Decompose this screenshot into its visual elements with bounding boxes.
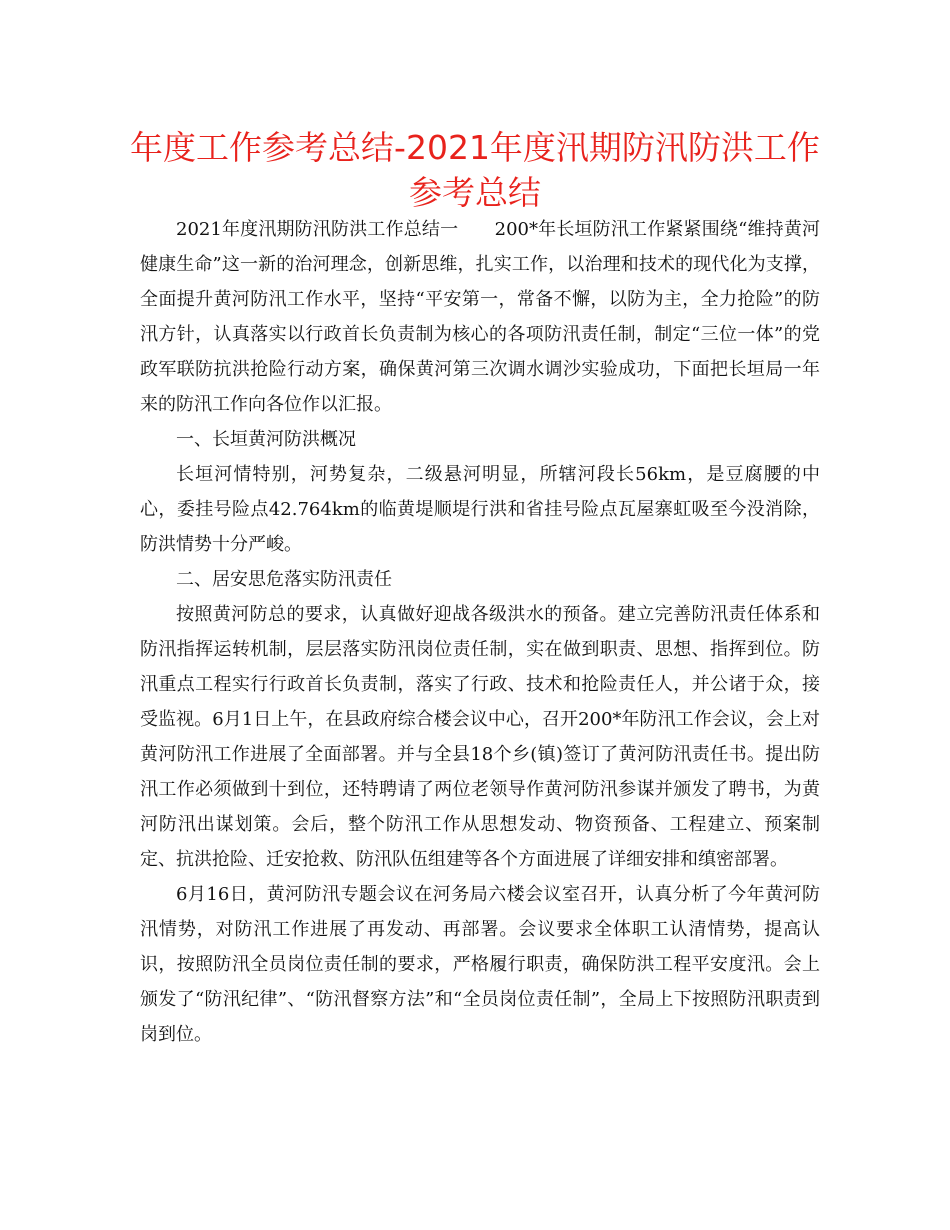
document-title-line-1: 年度工作参考总结-2021年度汛期防汛防洪工作 bbox=[130, 128, 820, 167]
body-paragraph-intro: 2021年度汛期防汛防洪工作总结一 200*年长垣防汛工作紧紧围绕“维持黄河健康生命”这一新的治河理念，创新思维，扎实工作，以治理和技术的现代化为支撑，全面提升黄河防汛工作水平，坚持“平安第一，常备不懈，以防为主，全力抢险”的防汛方针，认真落实以行政首长负责制为核心的各项防汛责任制，制定“三位一体”的党政军联防抗洪抢险行动方案，确保黄河第三次调水调沙实验成功，下面把长垣局一年来的防汛工作向各位作以汇报。 bbox=[140, 219, 820, 415]
section-heading-responsibility: 二、居安思危落实防汛责任 bbox=[176, 569, 392, 590]
document-body bbox=[140, 212, 820, 1052]
section-heading-overview: 一、长垣黄河防洪概况 bbox=[176, 429, 356, 450]
body-paragraph-overview: 长垣河情特别，河势复杂，二级悬河明显，所辖河段长56km，是豆腐腰的中心，委挂号险点42.764km的临黄堤顺堤行洪和省挂号险点瓦屋寨虹吸至今没消除，防洪情势十分严峻。 bbox=[140, 464, 820, 555]
body-paragraph-meeting: 6月16日，黄河防汛专题会议在河务局六楼会议室召开，认真分析了今年黄河防汛情势，对防汛工作进展了再发动、再部署。会议要求全体职工认清情势，提高认识，按照防汛全员岗位责任制的要求，严格履行职责，确保防洪工程平安度汛。会上颁发了“防汛纪律”、“防汛督察方法”和“全员岗位责任制”，全局上下按照防汛职责到岗到位。 bbox=[140, 884, 820, 1045]
body-paragraph-responsibility: 按照黄河防总的要求，认真做好迎战各级洪水的预备。建立完善防汛责任体系和防汛指挥运转机制，层层落实防汛岗位责任制，实在做到职责、思想、指挥到位。防汛重点工程实行行政首长负责制，落实了行政、技术和抢险责任人，并公诸于众，接受监视。6月1日上午，在县政府综合楼会议中心，召开200*年防汛工作会议，会上对黄河防汛工作进展了全面部署。并与全县18个乡(镇)签订了黄河防汛责任书。提出防汛工作必须做到十到位，还特聘请了两位老领导作黄河防汛参谋并颁发了聘书，为黄河防汛出谋划策。会后，整个防汛工作从思想发动、物资预备、工程建立、预案制定、抗洪抢险、迁安抢救、防汛队伍组建等各个方面进展了详细安排和缜密部署。 bbox=[140, 604, 820, 870]
document-title-line-2: 参考总结 bbox=[409, 173, 541, 212]
